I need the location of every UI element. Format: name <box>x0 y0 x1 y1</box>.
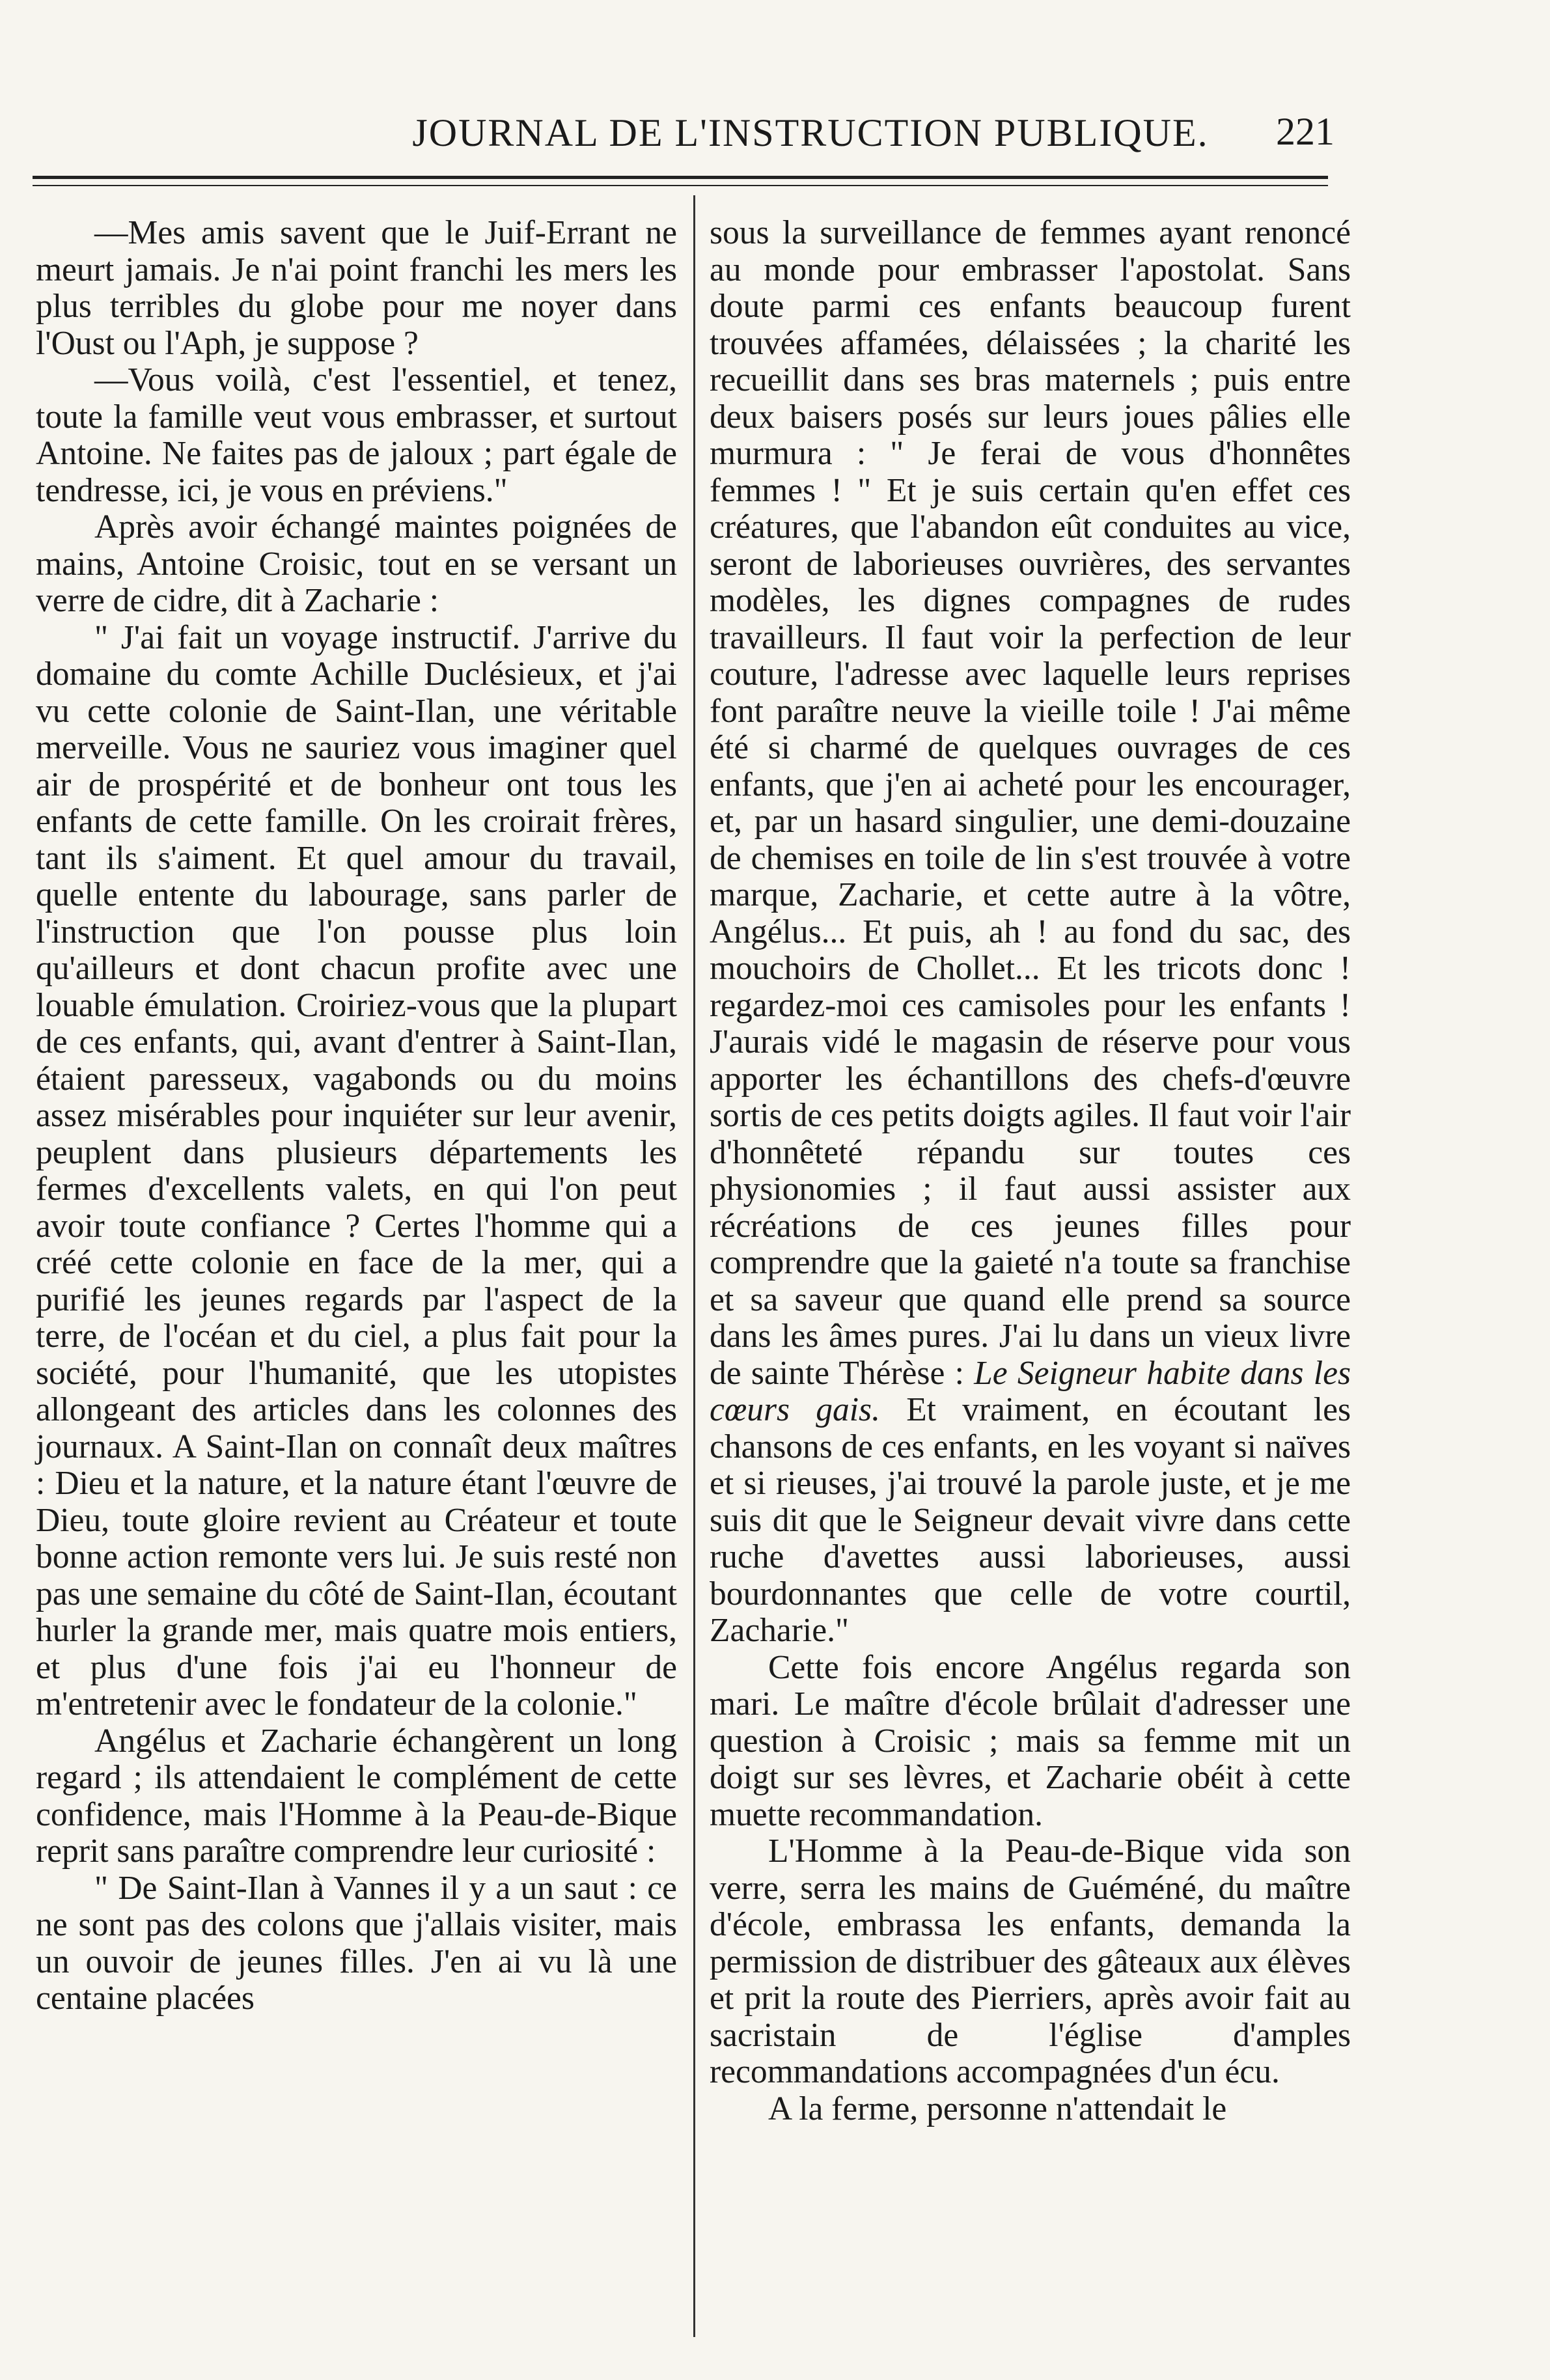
paragraph-continued <box>710 215 1351 1650</box>
paragraph: —Vous voilà, c'est l'essentiel, et tenez, toute la famille veut vous embrasser, et surtout Antoine. Ne faites pas de jaloux ; part égale de tendresse, ici, je vous en préviens." <box>36 361 677 509</box>
header-rule-thick <box>33 176 1328 179</box>
paragraph: " De Saint-Ilan à Vannes il y a un saut : ce ne sont pas des colons que j'allais visiter, mais un ouvoir de jeunes filles. J'en ai vu là une centaine placées <box>36 1869 677 2017</box>
page-number: 221 <box>1276 110 1335 153</box>
paragraph: Après avoir échangé maintes poignées de mains, Antoine Croisic, tout en se versant un verre de cidre, dit à Zacharie : <box>36 508 677 619</box>
left-column <box>36 215 677 2017</box>
italic-quote: Le Seigneur habite dans les cœurs gais. <box>710 1354 1351 1428</box>
paragraph: Cette fois encore Angélus regarda son mari. Le maître d'école brûlait d'adresser une question à Croisic ; mais sa femme mit un doigt sur ses lèvres, et Zacharie obéit à cette muette recommandation. <box>710 1648 1351 1833</box>
paragraph: A la ferme, personne n'attendait le <box>768 2090 1227 2127</box>
paragraph: Angélus et Zacharie échangèrent un long regard ; ils attendaient le complément de cette confidence, mais l'Homme à la Peau-de-Bique reprit sans paraître comprendre leur curiosité : <box>36 1722 677 1870</box>
header-rule-thin <box>33 185 1328 186</box>
right-column <box>710 215 1351 2127</box>
paragraph: L'Homme à la Peau-de-Bique vida son verre, serra les mains de Guéméné, du maître d'école, embrassa les enfants, demanda la permission de distribuer des gâteaux aux élèves et prit la route des Pierriers, après avoir fait au sacristain de l'église d'amples recommandations accompagnées d'un écu. <box>710 1833 1351 2090</box>
paragraph: " J'ai fait un voyage instructif. J'arrive du domaine du comte Achille Duclésieux, et j'ai vu cette colonie de Saint-Ilan, une véritable merveille. Vous ne sauriez vous imaginer quel air de prospérité et de bonheur ont tous les enfants de cette famille. On les croirait frères, tant ils s'aiment. Et quel amour du travail, quelle entente du labourage, sans parler de l'instruction que l'on pousse plus loin qu'ailleurs et dont chacun profite avec une louable émulation. Croiriez-vous que la plupart de ces enfants, qui, avant d'entrer à Saint-Ilan, étaient paresseux, vagabonds ou du moins assez misérables pour inquiéter sur leur avenir, peuplent dans plusieurs départements les fermes d'excellents valets, en qui l'on peut avoir toute confiance ? Certes l'homme qui a créé cette colonie en face de la mer, qui a purifié les jeunes regards par l'aspect de la terre, de l'océan et du ciel, a plus fait pour la société, pour l'humanité, que les utopistes allongeant des articles dans les colonnes des journaux. A Saint-Ilan on connaît deux maîtres : Dieu et la nature, et la nature étant l'œuvre de Dieu, toute gloire revient au Créateur et toute bonne action remonte vers lui. Je suis resté non pas une semaine du côté de Saint-Ilan, écoutant hurler la grande mer, mais quatre mois entiers, et plus d'une fois j'ai eu l'honneur de m'entretenir avec le fondateur de la colonie." <box>36 618 677 1723</box>
paragraph-text: sous la surveillance de femmes ayant renoncé au monde pour embrasser l'apostolat. Sans doute parmi ces enfants beaucoup furent trouvées affamées, délaissées ; la charité les recueillit dans ses bras maternels ; puis entre deux baisers posés sur leurs joues pâlies elle murmura : " Je ferai de vous d'honnêtes femmes ! " Et je suis certain qu'en effet ces créatures, que l'abandon eût conduites au vice, seront de laborieuses ouvrières, des servantes modèles, les dignes compagnes de rudes travailleurs. Il faut voir la perfection de leur couture, l'adresse avec laquelle leurs reprises font paraître neuve la vieille toile ! J'ai même été si charmé de quelques ouvrages de ces enfants, que j'en ai acheté pour les encourager, et, par un hasard singulier, une demi-douzaine de chemises en toile de lin s'est trouvée à votre marque, Zacharie, et cette autre à la vôtre, Angélus... Et puis, ah ! au fond du sac, des mouchoirs de Chollet... Et les tricots donc ! regardez-moi ces camisoles pour les enfants ! J'aurais vidé le magasin de réserve pour vous apporter les échantillons des chefs-d'œuvre sortis de ces petits doigts agiles. Il faut voir l'air d'honnêteté répandu sur toutes ces physionomies ; il faut aussi assister aux récréations de ces jeunes filles pour comprendre que la gaieté n'a toute sa franchise et sa saveur que quand elle prend sa source dans les âmes pures. J'ai lu dans un vieux livre de sainte Thérèse : <box>710 214 1351 1392</box>
page-header-title: JOURNAL DE L'INSTRUCTION PUBLIQUE. <box>412 111 1209 154</box>
paragraph: —Mes amis savent que le Juif-Errant ne meurt jamais. Je n'ai point franchi les mers les plus terribles du globe pour me noyer dans l'Oust ou l'Aph, je suppose ? <box>36 214 677 362</box>
paragraph-text: Et vraiment, en écoutant les chansons de ces enfants, en les voyant si naïves et si rieuses, j'ai trouvé la parole juste, et je me suis dit que le Seigneur devait vivre dans cette ruche d'avettes aussi laborieuses, aussi bourdonnantes que celle de votre courtil, Zacharie." <box>710 1391 1351 1649</box>
column-separator <box>693 195 695 2337</box>
